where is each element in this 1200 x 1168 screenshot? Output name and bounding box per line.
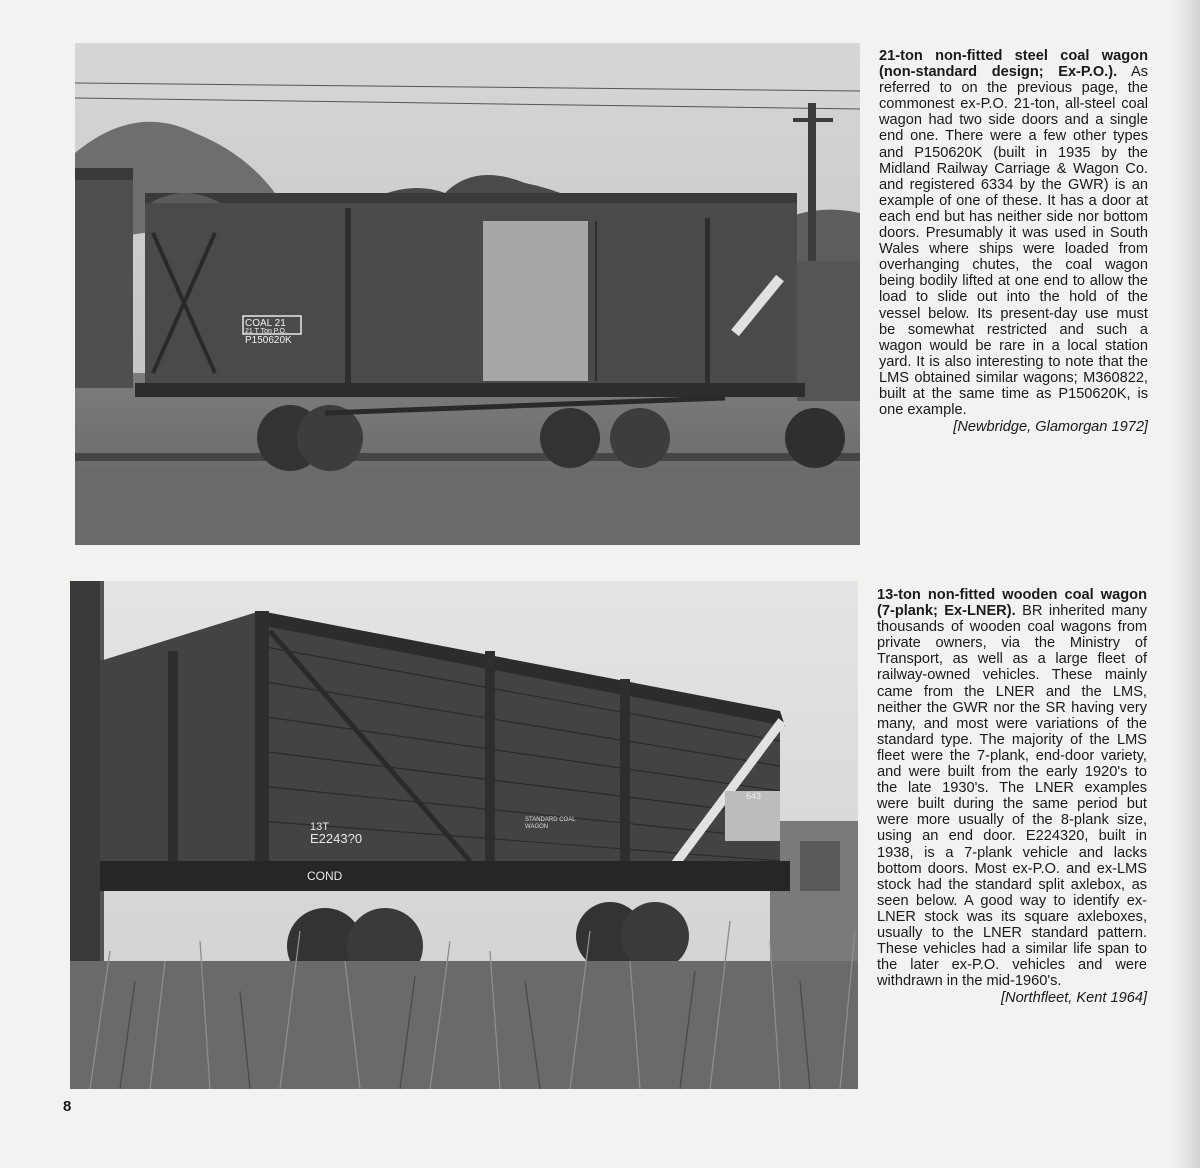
caption-body: As referred to on the previous page, the commonest ex-P.O. 21-ton, all-steel coal wagon had two side doors and a single end one. There were a few other types and P150620K (built in 1935 by the Midland Railway Carriage & Wagon Co. and registered 6334 by the GWR) is an example of one of these. It has a door at each end but has neither side nor bottom doors. Presumably it was used in South Wales where ships were loaded from overhanging chutes, the coal wagon being bodily lifted at one end to allow the load to slide out into the hold of the vessel below. Its present-day use must be somewhat restricted and such a wagon would be rare in a local station yard. It is also interesting to note that the LMS obtained similar wagons; M360822, built at the same time as P150620K, is one example. bbox=[879, 64, 1148, 419]
caption-title: 13-ton non-fitted wooden coal wagon (7-plank; Ex-LNER). bbox=[877, 587, 1147, 620]
standard-plate-marking: STANDARD COAL WAGON bbox=[525, 817, 576, 830]
wagon-number-marking: E2243?0 bbox=[310, 831, 363, 846]
page-number: 8 bbox=[63, 1098, 72, 1115]
cond-marking: COND bbox=[307, 869, 343, 883]
photo-steel-coal-wagon bbox=[75, 43, 860, 545]
caption-location: [Northfleet, Kent 1964] bbox=[1000, 990, 1147, 1007]
coal-21-marking: COAL 21 bbox=[245, 318, 286, 329]
caption-title: 21-ton non-fitted steel coal wagon (non-standard design; Ex-P.O.). bbox=[879, 48, 1148, 81]
tonnage-marking: 21 T Ton P.O. bbox=[245, 328, 287, 335]
caption-body: BR inherited many thousands of wooden coal wagons from private owners, via the Ministry of Transport, as well as a large fleet of railway-owned vehicles. These mainly came from the LNER and the LMS, neither the GWR nor the SR having very many, and most were variations of the standard type. The majority of the LMS fleet were the 7-plank, end-door variety, and were built from the early 1920's to the late 1930's. The LNER examples were built during the same period but were more usually of the 8-plank size, using an end door. E224320, built in 1938, is a 7-plank vehicle and lacks bottom doors. Most ex-P.O. and ex-LMS stock had the standard split axlebox, as seen below. A good way to identify ex-LNER stock was its square axleboxes, usually to the LNER standard pattern. These vehicles had a similar life span to the later ex-P.O. vehicles and were withdrawn in the mid-1960's. bbox=[877, 603, 1147, 990]
wagon-number-markings bbox=[245, 319, 292, 345]
wagon-number-marking: P150620K bbox=[245, 335, 292, 346]
steel-wagon-illustration bbox=[75, 43, 860, 545]
wooden-wagon-illustration bbox=[70, 581, 858, 1089]
wooden-wagon-markings bbox=[310, 821, 362, 845]
caption-steel-wagon bbox=[879, 48, 1148, 435]
photo-wooden-coal-wagon bbox=[70, 581, 858, 1089]
caption-location: [Newbridge, Glamorgan 1972] bbox=[953, 419, 1148, 436]
caption-wooden-wagon bbox=[877, 587, 1147, 1006]
tare-marking: 13T bbox=[310, 821, 329, 833]
book-spine-shadow bbox=[1172, 0, 1200, 1168]
end-number-marking: 643 bbox=[746, 791, 762, 801]
